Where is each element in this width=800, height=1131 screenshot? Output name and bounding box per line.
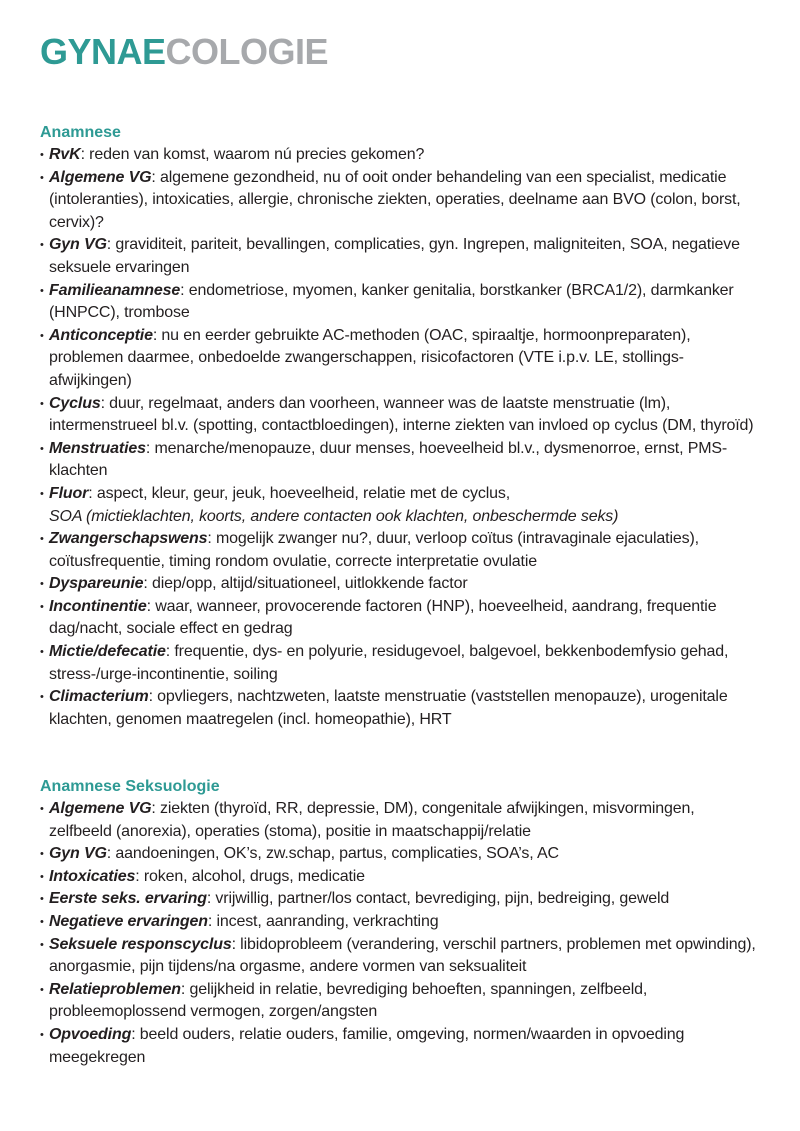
item-text: : frequentie, dys- en polyurie, residugevoel, balgevoel, bekkenbodemfysio gehad, stress-/urge-incontinentie, soiling	[49, 643, 729, 683]
list-item	[40, 686, 760, 731]
item-text: : libidoprobleem (verandering, verschil partners, problemen met opwinding), anorgasmie, pijn tijdens/na orgasme, andere vormen van seksualiteit	[49, 935, 756, 976]
title-part-cologie: COLOGIE	[165, 31, 329, 72]
item-term: Algemene VG	[49, 800, 152, 817]
item-term: Cyclus	[49, 394, 101, 412]
item-term: Negatieve ervaringen	[49, 912, 208, 930]
bullet-icon: •	[40, 646, 44, 659]
list-item	[40, 438, 760, 483]
bullet-icon: •	[40, 149, 44, 161]
page-title	[40, 30, 760, 74]
item-term: Dyspareunie	[49, 575, 144, 593]
list-item	[40, 911, 760, 934]
list-item	[40, 934, 760, 979]
item-term: Familieanamnese	[49, 281, 181, 299]
item-term: Fluor	[49, 484, 89, 502]
item-term: Gyn VG	[49, 236, 107, 254]
item-term: Climacterium	[49, 688, 149, 706]
item-term: Intoxicaties	[49, 867, 136, 885]
item-text: : aandoeningen, OK’s, zw.schap, partus, complicaties, SOA’s, AC	[106, 845, 559, 863]
list-item	[40, 234, 760, 279]
bullet-icon: •	[40, 239, 44, 252]
bullet-icon: •	[40, 284, 44, 297]
item-term: Anticonceptie	[49, 326, 153, 344]
list-item	[40, 573, 760, 596]
item-text: : beeld ouders, relatie ouders, familie, omgeving, normen/waarden in opvoeding meegekregen	[49, 1025, 685, 1066]
list-item	[40, 483, 760, 528]
item-term: Algemene VG	[49, 168, 152, 186]
bullet-icon: •	[40, 1028, 44, 1041]
list-item	[40, 144, 760, 167]
item-text: : graviditeit, pariteit, bevallingen, complicaties, gyn. Ingrepen, maligniteiten, SOA, negatieve seksuele ervaringen	[49, 236, 740, 276]
section-heading: Anamnese Seksuologie	[40, 778, 220, 795]
item-term: Incontinentie	[49, 597, 147, 615]
bullet-icon: •	[40, 397, 44, 410]
item-text: : reden van komst, waarom nú precies gekomen?	[80, 146, 425, 163]
item-text: : endometriose, myomen, kanker genitalia, borstkanker (BRCA1/2), darmkanker (HNPCC), trombose	[49, 281, 734, 322]
item-text: : algemene gezondheid, nu of ooit onder behandeling van een specialist, medicatie (intoleranties), intoxicaties, allergie, chronische ziekten, operaties, deelname aan BVO (colon, borst, cervix)?	[49, 168, 741, 231]
item-text: : vrijwillig, partner/los contact, bevrediging, pijn, bedreiging, geweld	[206, 890, 670, 908]
list-item	[40, 888, 760, 911]
item-term: Mictie/defecatie	[49, 643, 166, 661]
item-term: RvK	[49, 146, 81, 163]
item-term: Seksuele responscyclus	[49, 935, 232, 953]
list-item	[40, 596, 760, 641]
title-part-gynae: GYNAE	[40, 31, 166, 72]
list-item	[40, 798, 760, 843]
list-item	[40, 843, 760, 866]
list-item	[40, 866, 760, 889]
list-item	[40, 325, 760, 393]
item-extra-text: SOA (mictieklachten, koorts, andere contacten ook klachten, onbeschermde seks)	[49, 507, 619, 525]
list-item	[40, 528, 760, 573]
item-text: : gelijkheid in relatie, bevrediging behoeften, spanningen, zelfbeeld, probleemoplossend vermogen, zorgen/angsten	[49, 980, 648, 1021]
bullet-icon: •	[40, 938, 44, 951]
bullet-icon: •	[40, 171, 44, 184]
item-term: Zwangerschapswens	[49, 530, 208, 548]
item-text: : mogelijk zwanger nu?, duur, verloop coïtus (intravaginale ejaculaties), coïtusfrequentie, timing rondom ovulatie, correcte interpretatie ovulatie	[49, 530, 699, 570]
list-item	[40, 1024, 760, 1069]
item-text: : roken, alcohol, drugs, medicatie	[135, 867, 365, 885]
bullet-icon: •	[40, 487, 44, 500]
bullet-icon: •	[40, 915, 44, 928]
section-anamnese-seksuologie	[40, 776, 760, 1069]
list-item	[40, 979, 760, 1024]
item-list	[40, 798, 760, 1069]
section-anamnese	[40, 122, 760, 731]
bullet-icon: •	[40, 578, 44, 591]
item-term: Gyn VG	[49, 845, 107, 863]
bullet-icon: •	[40, 329, 44, 342]
item-text: : aspect, kleur, geur, jeuk, hoeveelheid, relatie met de cyclus,	[88, 484, 511, 502]
item-text: : incest, aanranding, verkrachting	[207, 912, 439, 930]
bullet-icon: •	[40, 533, 44, 546]
bullet-icon: •	[40, 848, 44, 861]
bullet-icon: •	[40, 691, 44, 704]
item-text: : waar, wanneer, provocerende factoren (HNP), hoeveelheid, aandrang, frequentie dag/nacht, sociale effect en gedrag	[49, 597, 717, 638]
item-term: Opvoeding	[49, 1025, 132, 1043]
item-term: Relatieproblemen	[49, 980, 181, 998]
item-text: : opvliegers, nachtzweten, laatste menstruatie (vaststellen menopauze), urogenitale klachten, genomen maatregelen (incl. homeopathie), HRT	[49, 688, 728, 728]
item-text: : nu en eerder gebruikte AC-methoden (OAC, spiraaltje, hormoonpreparaten), problemen daarmee, onbedoelde zwangerschappen, risicofactoren (VTE i.p.v. LE, stollings-afwijkingen)	[49, 326, 691, 389]
item-list	[40, 144, 760, 731]
bullet-icon: •	[40, 983, 44, 996]
item-term: Eerste seks. ervaring	[49, 890, 207, 908]
item-text: : ziekten (thyroïd, RR, depressie, DM), congenitale afwijkingen, misvormingen, zelfbeeld (anorexia), operaties (stoma), positie in maatschappij/relatie	[49, 800, 695, 840]
item-term: Menstruaties	[49, 439, 146, 457]
list-item	[40, 393, 760, 438]
list-item	[40, 280, 760, 325]
bullet-icon: •	[40, 870, 44, 883]
item-text: : menarche/menopauze, duur menses, hoeveelheid bl.v., dysmenorroe, ernst, PMS-klachten	[49, 439, 728, 480]
bullet-icon: •	[40, 600, 44, 613]
list-item	[40, 167, 760, 235]
bullet-icon: •	[40, 442, 44, 455]
section-heading: Anamnese	[40, 124, 121, 141]
item-text: : diep/opp, altijd/situationeel, uitlokkende factor	[143, 575, 468, 593]
bullet-icon: •	[40, 893, 44, 906]
item-text: : duur, regelmaat, anders dan voorheen, wanneer was de laatste menstruatie (lm), intermenstrueel bl.v. (spotting, contactbloedingen), interne ziekten van invloed op cyclus (DM, thyroïd)	[49, 394, 754, 435]
bullet-icon: •	[40, 803, 44, 815]
list-item	[40, 641, 760, 686]
